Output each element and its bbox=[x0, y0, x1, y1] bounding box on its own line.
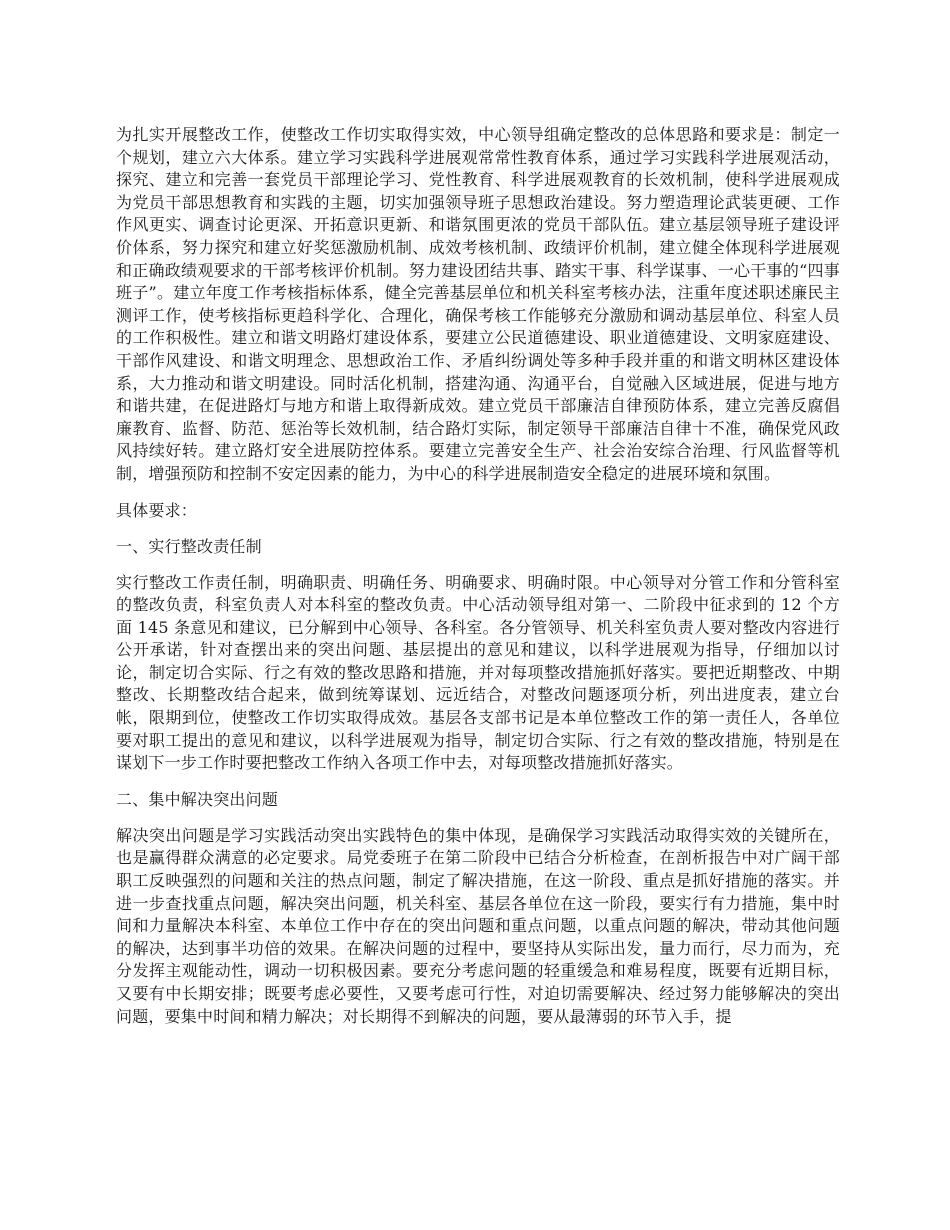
section-2-heading: 二、集中解决突出问题 bbox=[116, 789, 279, 809]
section-1-body: 实行整改工作责任制，明确职责、明确任务、明确要求、明确时限。中心领导对分管工作和分管科室的整改负责，科室负责人对本科室的整改负责。中心活动领导组对第一、二阶段中征求到的 12 个方面 145 条意见和建议，已分解到中心领导、各科室。各分管领导、机关科室负责人要对整改内容进行公开承诺，针对查摆出来的突出问题、基层提出的意见和建议，以科学进展观为指导，仔细加以讨论，制定切合实际、行之有效的整改思路和措施，并对每项整改措施抓好落实。要把近期整改、中期整改、长期整改结合起来，做到统筹谋划、远近结合，对整改问题逐项分析，列出进度表，建立台帐，限期到位，使整改工作切实取得成效。基层各支部书记是本单位整改工作的第一责任人，各单位要对职工提出的意见和建议，以科学进展观为指导，制定切合实际、行之有效的整改措施，特别是在谋划下一步工作时要把整改工作纳入各项工作中去，对每项整改措施抓好落实。 bbox=[116, 572, 840, 773]
intro-paragraph: 为扎实开展整改工作，使整改工作切实取得实效，中心领导组确定整改的总体思路和要求是：制定一个规划，建立六大体系。建立学习实践科学进展观常常性教育体系，通过学习实践科学进展观活动，探究、建立和完善一套党员干部理论学习、党性教育、科学进展观教育的长效机制，使科学进展观成为党员干部思想教育和实践的主题，切实加强领导班子思想政治建设。努力塑造理论武装更硬、工作作风更实、调查讨论更深、开拓意识更新、和谐氛围更浓的党员干部队伍。建立基层领导班子建设评价体系，努力探究和建立好奖惩激励机制、成效考核机制、政绩评价机制，建立健全体现科学进展观和正确政绩观要求的干部考核评价机制。努力建设团结共事、踏实干事、科学谋事、一心干事的“四事班子”。建立年度工作考核指标体系，健全完善基层单位和机关科室考核办法，注重年度述职述廉民主测评工作，使考核指标更趋科学化、合理化，确保考核工作能够充分激励和调动基层单位、科室人员的工作积极性。建立和谐文明路灯建设体系，要建立公民道德建设、职业道德建设、文明家庭建设、干部作风建设、和谐文明理念、思想政治工作、矛盾纠纷调处等多种手段并重的和谐文明林区建设体系，大力推动和谐文明建设。同时活化机制，搭建沟通、沟通平台，自觉融入区域进展，促进与地方和谐共建，在促进路灯与地方和谐上取得新成效。建立党员干部廉洁自律预防体系，建立完善反腐倡廉教育、监督、防范、惩治等长效机制，结合路灯实际，制定领导干部廉洁自律十不准，确保党风政风持续好转。建立路灯安全进展防控体系。要建立完善安全生产、社会治安综合治理、行风监督等机制，增强预防和控制不安定因素的能力，为中心的科学进展制造安全稳定的进展环境和氛围。 bbox=[116, 125, 840, 483]
section-1-heading: 一、实行整改责任制 bbox=[116, 536, 262, 556]
section-2-body: 解决突出问题是学习实践活动突出实践特色的集中体现，是确保学习实践活动取得实效的关键所在，也是赢得群众满意的必定要求。局党委班子在第二阶段中已结合分析检查，在剖析报告中对广阔干部职工反映强烈的问题和关注的热点问题，制定了解决措施，在这一阶段、重点是抓好措施的落实。并进一步查找重点问题，解决突出问题，机关科室、基层各单位在这一阶段，要实行有力措施，集中时间和力量解决本科室、本单位工作中存在的突出问题和重点问题，以重点问题的解决，带动其他问题的解决，达到事半功倍的效果。在解决问题的过程中，要坚持从实际出发，量力而行，尽力而为，充分发挥主观能动性，调动一切积极因素。要充分考虑问题的轻重缓急和难易程度，既要有近期目标，又要有中长期安排；既要考虑必要性，又要考虑可行性，对迫切需要解决、经过努力能够解决的突出问题，要集中时间和精力解决；对长期得不到解决的问题，要从最薄弱的环节入手，提 bbox=[116, 825, 840, 1026]
requirements-label: 具体要求： bbox=[116, 500, 198, 520]
document-page bbox=[116, 124, 840, 1028]
